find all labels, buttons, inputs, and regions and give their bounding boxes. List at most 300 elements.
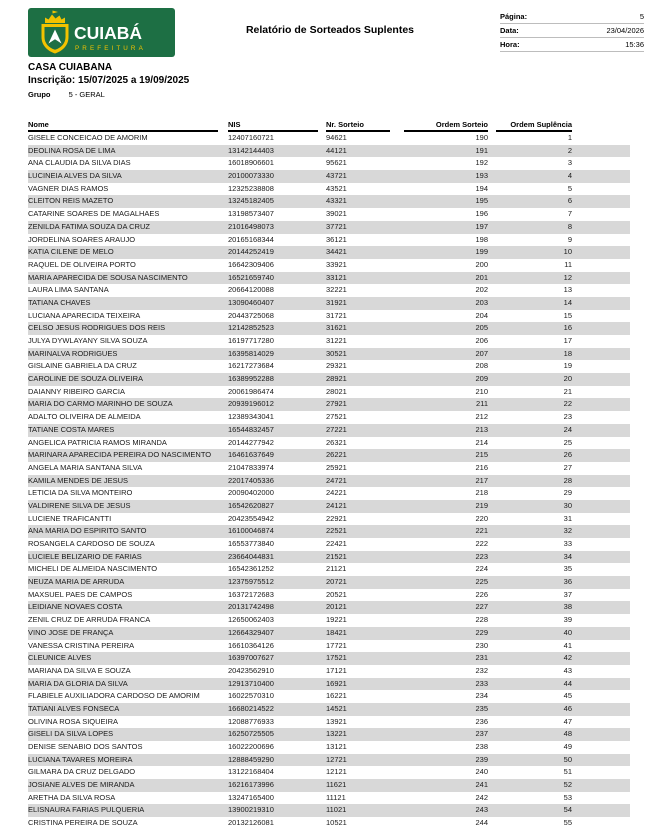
cell-spacer bbox=[572, 132, 630, 145]
cell-nis: 13900219310 bbox=[228, 805, 274, 815]
cell-spacer bbox=[572, 601, 630, 614]
cell-nis: 20061986474 bbox=[228, 386, 274, 396]
cell-nome: GISELI DA SILVA LOPES bbox=[28, 729, 114, 739]
cell-ordem-suplencia: 33 bbox=[563, 539, 572, 548]
cell-ordem-suplencia: 20 bbox=[563, 374, 572, 384]
cell-nome: FLABIELE AUXILIADORA CARDOSO DE AMORIM bbox=[28, 691, 200, 701]
table-row bbox=[28, 766, 630, 779]
cell-ordem-sorteio: 200 bbox=[475, 259, 488, 269]
cell-nome: VANESSA CRISTINA PEREIRA bbox=[28, 640, 135, 650]
cell-nis: 20131742498 bbox=[228, 602, 274, 612]
cell-nome: LUCIENE TRAFICANTTI bbox=[28, 513, 112, 523]
table-row bbox=[28, 234, 630, 247]
column-header-ordem-suplencia: Ordem Suplência bbox=[488, 116, 572, 132]
cell-nr-sorteio: 26221 bbox=[326, 450, 347, 460]
cell-spacer bbox=[572, 551, 630, 564]
cell-spacer bbox=[572, 817, 630, 830]
cell-ordem-sorteio: 206 bbox=[475, 336, 488, 345]
cell-ordem-sorteio: 238 bbox=[475, 742, 488, 751]
cell-nr-sorteio: 43321 bbox=[326, 196, 347, 206]
cell-nome: JORDELINA SOARES ARAUJO bbox=[28, 234, 136, 244]
column-header-nome: Nome bbox=[28, 116, 228, 132]
cell-nis: 13090460407 bbox=[228, 297, 274, 307]
cell-ordem-suplencia: 45 bbox=[563, 691, 572, 701]
cell-nis: 20144277942 bbox=[228, 437, 274, 447]
cell-ordem-suplencia: 32 bbox=[563, 526, 572, 536]
cell-nr-sorteio: 21121 bbox=[326, 564, 347, 574]
cell-nr-sorteio: 31221 bbox=[326, 336, 347, 345]
cell-ordem-sorteio: 220 bbox=[475, 513, 488, 523]
cell-spacer bbox=[572, 348, 630, 361]
cell-ordem-sorteio: 196 bbox=[475, 209, 488, 219]
cell-nr-sorteio: 27221 bbox=[326, 424, 347, 434]
cell-nome: LAURA LIMA SANTANA bbox=[28, 285, 109, 295]
cell-nis: 16018906601 bbox=[228, 158, 274, 168]
cell-nis: 20423562910 bbox=[228, 665, 274, 675]
cell-spacer bbox=[572, 716, 630, 729]
cell-nr-sorteio: 19221 bbox=[326, 615, 347, 625]
cell-ordem-sorteio: 237 bbox=[475, 729, 488, 739]
cell-spacer bbox=[572, 754, 630, 767]
cell-ordem-suplencia: 22 bbox=[563, 399, 572, 409]
cell-nis: 16544832457 bbox=[228, 424, 274, 434]
cell-ordem-suplencia: 42 bbox=[563, 653, 572, 663]
cell-nis: 16197717280 bbox=[228, 336, 274, 345]
table-row bbox=[28, 411, 630, 424]
table-row bbox=[28, 779, 630, 792]
cell-ordem-sorteio: 228 bbox=[475, 615, 488, 625]
cell-nome: MARINARA APARECIDA PEREIRA DO NASCIMENTO bbox=[28, 450, 212, 460]
meta-label-data: Data: bbox=[500, 26, 519, 35]
cell-nome: ELISNAURA FARIAS PULQUERIA bbox=[28, 805, 145, 815]
table-row bbox=[28, 563, 630, 576]
program-info bbox=[28, 61, 189, 99]
cell-nome: MICHELI DE ALMEIDA NASCIMENTO bbox=[28, 564, 158, 574]
cell-spacer bbox=[572, 195, 630, 208]
cell-ordem-sorteio: 193 bbox=[475, 171, 488, 181]
cell-nr-sorteio: 28921 bbox=[326, 374, 347, 384]
cell-ordem-suplencia: 9 bbox=[567, 234, 572, 244]
cell-ordem-sorteio: 219 bbox=[475, 500, 488, 510]
cell-nr-sorteio: 28021 bbox=[326, 386, 347, 396]
column-header-ordem-sorteio: Ordem Sorteio bbox=[396, 116, 488, 132]
cell-nome: KATIA CILENE DE MELO bbox=[28, 247, 114, 257]
meta-value-pagina: 5 bbox=[639, 12, 644, 21]
cell-nome: ADALTO OLIVEIRA DE ALMEIDA bbox=[28, 412, 141, 422]
cell-nr-sorteio: 24221 bbox=[326, 488, 347, 498]
cell-nome: MARIANA DA SILVA E SOUZA bbox=[28, 665, 131, 675]
cell-ordem-suplencia: 15 bbox=[563, 310, 572, 320]
cell-spacer bbox=[572, 411, 630, 424]
table-row bbox=[28, 754, 630, 767]
cell-ordem-suplencia: 39 bbox=[563, 615, 572, 625]
cell-ordem-sorteio: 195 bbox=[475, 196, 488, 206]
table-row bbox=[28, 804, 630, 817]
cell-spacer bbox=[572, 766, 630, 779]
cell-nome: MARINALVA RODRIGUES bbox=[28, 348, 118, 358]
cell-nr-sorteio: 30521 bbox=[326, 348, 347, 358]
cell-ordem-sorteio: 204 bbox=[475, 310, 488, 320]
table-row bbox=[28, 284, 630, 297]
cell-spacer bbox=[572, 525, 630, 538]
table-row bbox=[28, 665, 630, 678]
cell-nis: 12407160721 bbox=[228, 133, 274, 142]
meta-row-data bbox=[500, 24, 644, 38]
cell-ordem-sorteio: 227 bbox=[475, 602, 488, 612]
cell-nis: 13198573407 bbox=[228, 209, 274, 219]
cell-spacer bbox=[572, 437, 630, 450]
cell-ordem-sorteio: 232 bbox=[475, 665, 488, 675]
table-row bbox=[28, 272, 630, 285]
cell-ordem-sorteio: 207 bbox=[475, 348, 488, 358]
cell-nis: 12650062403 bbox=[228, 615, 274, 625]
cell-nr-sorteio: 18421 bbox=[326, 627, 347, 637]
table-row bbox=[28, 500, 630, 513]
cell-nr-sorteio: 24121 bbox=[326, 500, 347, 510]
cell-ordem-suplencia: 31 bbox=[563, 513, 572, 523]
column-header-spacer bbox=[572, 116, 630, 132]
table-row bbox=[28, 538, 630, 551]
cell-ordem-sorteio: 233 bbox=[475, 678, 488, 688]
cell-nr-sorteio: 31621 bbox=[326, 323, 347, 333]
table-row bbox=[28, 449, 630, 462]
cell-ordem-suplencia: 54 bbox=[563, 805, 572, 815]
cell-nr-sorteio: 43521 bbox=[326, 183, 347, 193]
cell-nr-sorteio: 95621 bbox=[326, 158, 347, 168]
cell-spacer bbox=[572, 449, 630, 462]
cell-ordem-sorteio: 226 bbox=[475, 589, 488, 599]
cell-spacer bbox=[572, 665, 630, 678]
cell-spacer bbox=[572, 234, 630, 247]
cell-nis: 20443725068 bbox=[228, 310, 274, 320]
cell-spacer bbox=[572, 513, 630, 526]
cell-nis: 16217273684 bbox=[228, 361, 274, 371]
cell-ordem-sorteio: 208 bbox=[475, 361, 488, 371]
cell-nome: DAIANNY RIBEIRO GARCIA bbox=[28, 386, 125, 396]
group-value: 5 - GERAL bbox=[68, 90, 105, 99]
meta-row-hora bbox=[500, 38, 644, 52]
table-row bbox=[28, 322, 630, 335]
logo-brand-text: CUIABÁ bbox=[74, 23, 143, 43]
cell-nome: CELSO JESUS RODRIGUES DOS REIS bbox=[28, 323, 166, 333]
cell-ordem-suplencia: 3 bbox=[567, 158, 572, 168]
cell-nome: LETICIA DA SILVA MONTEIRO bbox=[28, 488, 133, 498]
cell-spacer bbox=[572, 779, 630, 792]
table-row bbox=[28, 373, 630, 386]
table-row bbox=[28, 221, 630, 234]
table-row bbox=[28, 348, 630, 361]
table-row bbox=[28, 297, 630, 310]
cell-ordem-sorteio: 222 bbox=[475, 539, 488, 548]
table-row bbox=[28, 424, 630, 437]
cell-nis: 23664044831 bbox=[228, 551, 274, 561]
cell-ordem-sorteio: 234 bbox=[475, 691, 488, 701]
cell-nis: 13245182405 bbox=[228, 196, 274, 206]
cell-nr-sorteio: 21521 bbox=[326, 551, 347, 561]
cell-ordem-sorteio: 239 bbox=[475, 754, 488, 764]
cell-nis: 16542620827 bbox=[228, 500, 274, 510]
table-row bbox=[28, 475, 630, 488]
cell-ordem-sorteio: 225 bbox=[475, 577, 488, 587]
cell-ordem-sorteio: 199 bbox=[475, 247, 488, 257]
cell-ordem-sorteio: 216 bbox=[475, 462, 488, 472]
cell-ordem-sorteio: 192 bbox=[475, 158, 488, 168]
cell-ordem-sorteio: 209 bbox=[475, 374, 488, 384]
cell-spacer bbox=[572, 563, 630, 576]
cell-ordem-suplencia: 16 bbox=[563, 323, 572, 333]
page-title: Relatório de Sorteados Suplentes bbox=[245, 24, 415, 36]
cell-nome: GISLAINE GABRIELA DA CRUZ bbox=[28, 361, 137, 371]
logo-sub-text: PREFEITURA bbox=[75, 45, 146, 52]
cell-nis: 16100046874 bbox=[228, 526, 274, 536]
cell-nis: 12375975512 bbox=[228, 577, 274, 587]
cell-nr-sorteio: 44121 bbox=[326, 145, 347, 155]
suplentes-table bbox=[28, 116, 630, 830]
table-row bbox=[28, 576, 630, 589]
cell-nis: 22017405336 bbox=[228, 475, 274, 485]
cell-nr-sorteio: 10521 bbox=[326, 818, 347, 828]
cell-spacer bbox=[572, 640, 630, 653]
cell-nr-sorteio: 32221 bbox=[326, 285, 347, 295]
table-row bbox=[28, 195, 630, 208]
cell-nr-sorteio: 16221 bbox=[326, 691, 347, 701]
cuiaba-prefeitura-logo bbox=[28, 8, 175, 57]
table-row bbox=[28, 132, 630, 145]
cell-nr-sorteio: 31921 bbox=[326, 297, 347, 307]
cuiaba-logo-icon bbox=[28, 8, 175, 57]
cell-nome: KAMILA MENDES DE JESUS bbox=[28, 475, 129, 485]
cell-spacer bbox=[572, 703, 630, 716]
table-row bbox=[28, 690, 630, 703]
cell-nis: 16395814029 bbox=[228, 348, 274, 358]
table-row bbox=[28, 627, 630, 640]
table-row bbox=[28, 398, 630, 411]
cell-ordem-sorteio: 211 bbox=[476, 399, 488, 409]
cell-nr-sorteio: 27921 bbox=[326, 399, 347, 409]
cell-ordem-suplencia: 29 bbox=[563, 488, 572, 498]
cell-ordem-sorteio: 242 bbox=[475, 792, 488, 802]
cell-ordem-suplencia: 27 bbox=[563, 462, 572, 472]
cell-nis: 16680214522 bbox=[228, 703, 274, 713]
cell-nis: 20144252419 bbox=[228, 247, 274, 257]
cell-ordem-sorteio: 244 bbox=[475, 818, 488, 828]
cell-nome: CRISTINA PEREIRA DE SOUZA bbox=[28, 818, 138, 828]
cell-nome: JOSIANE ALVES DE MIRANDA bbox=[28, 780, 135, 790]
cell-ordem-sorteio: 194 bbox=[475, 183, 488, 193]
cell-nome: NEUZA MARIA DE ARRUDA bbox=[28, 577, 125, 587]
table-row bbox=[28, 462, 630, 475]
cell-ordem-suplencia: 24 bbox=[563, 424, 572, 434]
cell-ordem-suplencia: 12 bbox=[563, 272, 572, 282]
table-row bbox=[28, 589, 630, 602]
meta-label-hora: Hora: bbox=[500, 40, 520, 49]
cell-spacer bbox=[572, 678, 630, 691]
cell-ordem-suplencia: 19 bbox=[563, 361, 572, 371]
cell-ordem-sorteio: 212 bbox=[475, 412, 488, 422]
cell-nr-sorteio: 12121 bbox=[326, 767, 347, 777]
cell-ordem-suplencia: 55 bbox=[563, 818, 572, 828]
cell-spacer bbox=[572, 259, 630, 272]
cell-nr-sorteio: 36121 bbox=[326, 234, 347, 244]
cell-ordem-suplencia: 6 bbox=[567, 196, 572, 206]
cell-ordem-suplencia: 53 bbox=[563, 792, 572, 802]
cell-nis: 16022200696 bbox=[228, 742, 274, 751]
cell-nis: 16542361252 bbox=[228, 564, 274, 574]
cell-nome: ZENIL CRUZ DE ARRUDA FRANCA bbox=[28, 615, 151, 625]
cell-nome: MARIA DA GLORIA DA SILVA bbox=[28, 678, 128, 688]
cell-spacer bbox=[572, 335, 630, 348]
cell-spacer bbox=[572, 297, 630, 310]
cell-nis: 16397007627 bbox=[228, 653, 274, 663]
cell-ordem-sorteio: 218 bbox=[475, 488, 488, 498]
meta-row-pagina bbox=[500, 10, 644, 24]
cell-ordem-suplencia: 28 bbox=[563, 475, 572, 485]
cell-ordem-suplencia: 37 bbox=[563, 589, 572, 599]
cell-nr-sorteio: 11121 bbox=[326, 792, 346, 802]
cell-nome: DEOLINA ROSA DE LIMA bbox=[28, 145, 116, 155]
cell-ordem-sorteio: 236 bbox=[475, 716, 488, 726]
cell-spacer bbox=[572, 538, 630, 551]
cell-nome: MARIA DO CARMO MARINHO DE SOUZA bbox=[28, 399, 173, 409]
cell-ordem-suplencia: 48 bbox=[563, 729, 572, 739]
cell-nr-sorteio: 22421 bbox=[326, 539, 347, 548]
cell-nome: DENISE SENABIO DOS SANTOS bbox=[28, 742, 143, 751]
cell-nome: JULYA DYWLAYANY SILVA SOUZA bbox=[28, 336, 148, 345]
cell-nome: ANGELICA PATRICIA RAMOS MIRANDA bbox=[28, 437, 167, 447]
cell-ordem-suplencia: 11 bbox=[564, 259, 572, 269]
cell-nr-sorteio: 14521 bbox=[326, 703, 347, 713]
cell-ordem-suplencia: 41 bbox=[563, 640, 572, 650]
cell-ordem-sorteio: 240 bbox=[475, 767, 488, 777]
cell-nr-sorteio: 25921 bbox=[326, 462, 347, 472]
cell-nis: 20132126081 bbox=[228, 818, 274, 828]
cell-ordem-suplencia: 8 bbox=[567, 221, 572, 231]
table-row bbox=[28, 360, 630, 373]
cell-nis: 12325238808 bbox=[228, 183, 274, 193]
table-row bbox=[28, 614, 630, 627]
cell-ordem-suplencia: 52 bbox=[563, 780, 572, 790]
cell-ordem-suplencia: 50 bbox=[563, 754, 572, 764]
cell-nr-sorteio: 11021 bbox=[326, 805, 347, 815]
cell-ordem-sorteio: 198 bbox=[475, 234, 488, 244]
cell-nr-sorteio: 27521 bbox=[326, 412, 347, 422]
cell-nis: 16642309406 bbox=[228, 259, 274, 269]
table-row bbox=[28, 487, 630, 500]
cell-nis: 13247165400 bbox=[228, 792, 274, 802]
cell-nr-sorteio: 43721 bbox=[326, 171, 347, 181]
cell-spacer bbox=[572, 462, 630, 475]
cell-nr-sorteio: 39021 bbox=[326, 209, 347, 219]
cell-ordem-sorteio: 235 bbox=[475, 703, 488, 713]
cell-nr-sorteio: 33921 bbox=[326, 259, 347, 269]
cell-nr-sorteio: 22521 bbox=[326, 526, 347, 536]
table-row bbox=[28, 437, 630, 450]
cell-nr-sorteio: 17521 bbox=[326, 653, 347, 663]
cell-spacer bbox=[572, 487, 630, 500]
cell-nis: 12888459290 bbox=[228, 754, 274, 764]
cell-nr-sorteio: 29321 bbox=[326, 361, 347, 371]
cell-ordem-sorteio: 190 bbox=[475, 133, 488, 142]
cell-nome: LUCINEIA ALVES DA SILVA bbox=[28, 171, 122, 181]
cell-ordem-sorteio: 201 bbox=[475, 272, 488, 282]
cell-nr-sorteio: 24721 bbox=[326, 475, 347, 485]
cell-nome: CLEUNICE ALVES bbox=[28, 653, 92, 663]
cell-nis: 20939196012 bbox=[228, 399, 274, 409]
cell-nr-sorteio: 13121 bbox=[326, 742, 347, 751]
table-row bbox=[28, 246, 630, 259]
cell-ordem-suplencia: 5 bbox=[567, 183, 572, 193]
cell-nis: 16461637649 bbox=[228, 450, 274, 460]
cell-ordem-sorteio: 224 bbox=[475, 564, 488, 574]
cell-nis: 12142852523 bbox=[228, 323, 274, 333]
cell-spacer bbox=[572, 170, 630, 183]
table-row bbox=[28, 145, 630, 158]
cell-nis: 16250725505 bbox=[228, 729, 274, 739]
cell-spacer bbox=[572, 652, 630, 665]
cell-nis: 16521659740 bbox=[228, 272, 274, 282]
cell-nis: 16389952288 bbox=[228, 374, 274, 384]
cell-nome: TATIANE COSTA MARES bbox=[28, 424, 115, 434]
cell-ordem-suplencia: 43 bbox=[563, 665, 572, 675]
table-row bbox=[28, 703, 630, 716]
cell-ordem-sorteio: 210 bbox=[475, 386, 488, 396]
cell-ordem-suplencia: 21 bbox=[563, 386, 572, 396]
cell-nis: 21047833974 bbox=[228, 462, 274, 472]
cell-nome: MARIA APARECIDA DE SOUSA NASCIMENTO bbox=[28, 272, 188, 282]
cell-ordem-suplencia: 40 bbox=[563, 627, 572, 637]
cell-nome: CATARINE SOARES DE MAGALHAES bbox=[28, 209, 160, 219]
cell-nr-sorteio: 26321 bbox=[326, 437, 347, 447]
table-row bbox=[28, 310, 630, 323]
cell-ordem-suplencia: 35 bbox=[563, 564, 572, 574]
cell-ordem-suplencia: 1 bbox=[567, 133, 572, 142]
cell-nome: VALDIRENE SILVA DE JESUS bbox=[28, 500, 131, 510]
table-row bbox=[28, 678, 630, 691]
cell-spacer bbox=[572, 310, 630, 323]
cell-ordem-suplencia: 51 bbox=[563, 767, 572, 777]
cell-ordem-sorteio: 203 bbox=[475, 297, 488, 307]
cell-nis: 21016498073 bbox=[228, 221, 274, 231]
cell-nome: MAXSUEL PAES DE CAMPOS bbox=[28, 589, 133, 599]
table-row bbox=[28, 208, 630, 221]
cell-spacer bbox=[572, 208, 630, 221]
cell-ordem-suplencia: 17 bbox=[563, 336, 572, 345]
cell-nis: 12664329407 bbox=[228, 627, 274, 637]
cell-nr-sorteio: 34421 bbox=[326, 247, 347, 257]
cell-ordem-suplencia: 30 bbox=[563, 500, 572, 510]
cell-nr-sorteio: 17721 bbox=[326, 640, 347, 650]
table-row bbox=[28, 640, 630, 653]
cell-nome: LUCIANA APARECIDA TEIXEIRA bbox=[28, 310, 141, 320]
cell-nr-sorteio: 16921 bbox=[326, 678, 347, 688]
table-row bbox=[28, 792, 630, 805]
meta-label-pagina: Página: bbox=[500, 12, 528, 21]
cell-nome: OLIVINA ROSA SIQUEIRA bbox=[28, 716, 119, 726]
cell-spacer bbox=[572, 145, 630, 158]
cell-ordem-sorteio: 229 bbox=[475, 627, 488, 637]
cell-ordem-suplencia: 34 bbox=[563, 551, 572, 561]
cell-spacer bbox=[572, 424, 630, 437]
table-row bbox=[28, 513, 630, 526]
cell-nome: RAQUEL DE OLIVEIRA PORTO bbox=[28, 259, 136, 269]
cell-spacer bbox=[572, 741, 630, 754]
cell-spacer bbox=[572, 373, 630, 386]
cell-ordem-suplencia: 18 bbox=[563, 348, 572, 358]
cell-nr-sorteio: 11621 bbox=[326, 780, 347, 790]
cell-nome: GILMARA DA CRUZ DELGADO bbox=[28, 767, 136, 777]
cell-nome: LUCIANA TAVARES MOREIRA bbox=[28, 754, 133, 764]
cell-ordem-sorteio: 241 bbox=[475, 780, 488, 790]
